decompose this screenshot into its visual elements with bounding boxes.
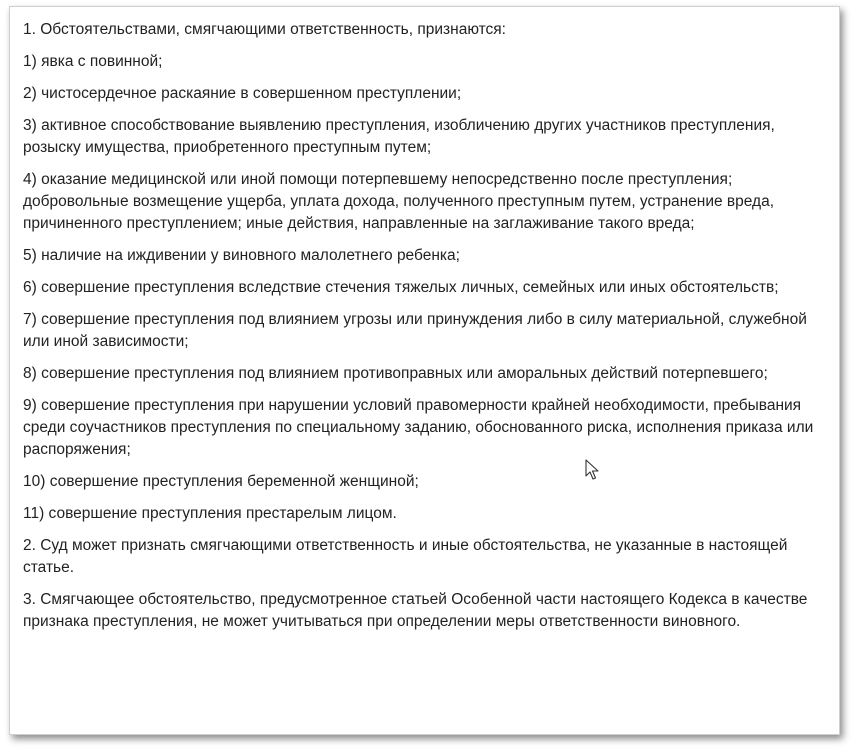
- list-item-7: 7) совершение преступления под влиянием угрозы или принуждения либо в силу материальной, служебной или иной зависимости;: [23, 311, 807, 350]
- list-item-8: 8) совершение преступления под влиянием противоправных или аморальных действий потерпевшего;: [23, 365, 768, 382]
- document-frame: [9, 6, 840, 735]
- list-item-2: 2) чистосердечное раскаяние в совершенном преступлении;: [23, 85, 462, 102]
- paragraph-part-2: 2. Суд может признать смягчающими ответственность и иные обстоятельства, не указанные в настоящей статье.: [23, 537, 788, 576]
- list-item-10: 10) совершение преступления беременной женщиной;: [23, 473, 419, 490]
- document-body: [23, 19, 829, 643]
- list-item-1: 1) явка с повинной;: [23, 53, 163, 70]
- list-item-3: 3) активное способствование выявлению преступления, изобличению других участников преступления, розыску имущества, приобретенного преступным путем;: [23, 117, 775, 156]
- list-item-4: 4) оказание медицинской или иной помощи потерпевшему непосредственно после преступления; добровольные возмещение ущерба, уплата дохода, полученного преступным путем, устранение вреда, причиненного преступлением; иные действия, направленные на заглаживание такого вреда;: [23, 171, 775, 232]
- list-item-11: 11) совершение преступления престарелым лицом.: [23, 505, 397, 522]
- paragraph-part-1-intro: 1. Обстоятельствами, смягчающими ответственность, признаются:: [23, 21, 506, 38]
- paragraph-part-3: 3. Смягчающее обстоятельство, предусмотренное статьей Особенной части настоящего Кодекса в качестве признака преступления, не может учитываться при определении меры ответственности виновного.: [23, 591, 808, 630]
- list-item-9: 9) совершение преступления при нарушении условий правомерности крайней необходимости, пребывания среди соучастников преступления по специальному заданию, обоснованного риска, исполнения приказа или распоряжения;: [23, 397, 814, 458]
- mouse-pointer-icon: [585, 459, 599, 481]
- list-item-6: 6) совершение преступления вследствие стечения тяжелых личных, семейных или иных обстоятельств;: [23, 279, 779, 296]
- list-item-5: 5) наличие на иждивении у виновного малолетнего ребенка;: [23, 247, 460, 264]
